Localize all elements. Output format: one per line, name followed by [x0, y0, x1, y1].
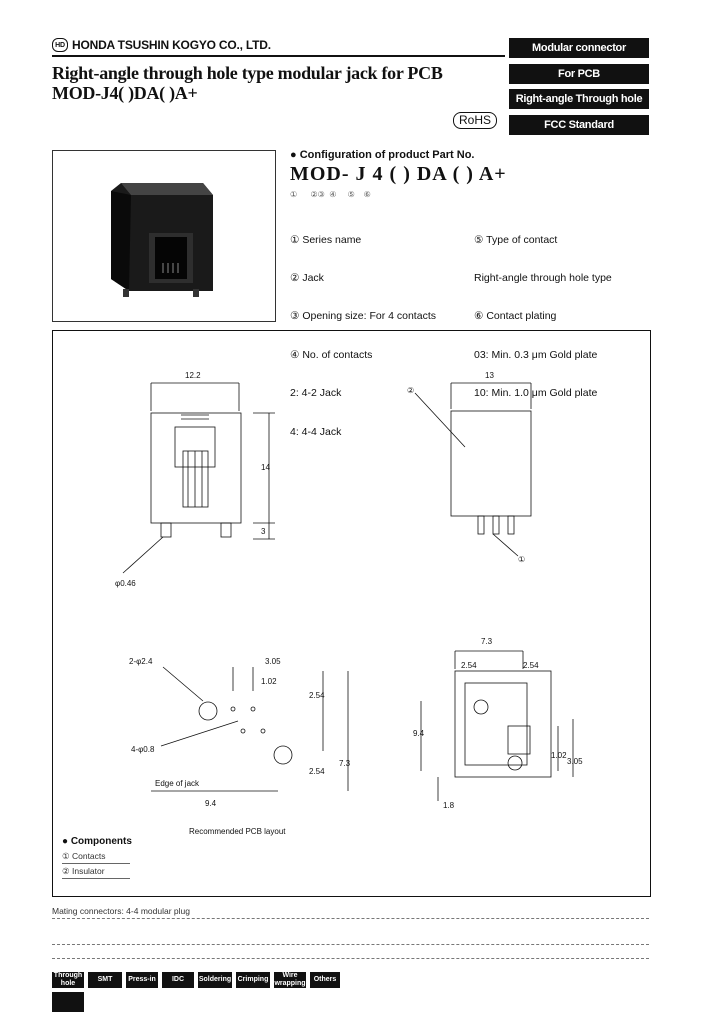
- right-254a: 2.54: [461, 661, 477, 670]
- category-idc: IDC: [162, 972, 194, 988]
- part-number: MOD- J 4 ( ) DA ( ) A+: [290, 163, 507, 185]
- pcb-edge: Edge of jack: [155, 779, 200, 788]
- header-rule: [52, 55, 505, 57]
- components-heading-text: Components: [70, 836, 132, 847]
- legend-item: ④ No. of contacts: [290, 348, 373, 361]
- right-305: 3.05: [567, 757, 583, 766]
- configuration-heading-text: Configuration of product Part No.: [299, 149, 475, 161]
- category-wire-wrapping: Wire wrapping: [274, 972, 306, 987]
- component-row: ② Insulator: [62, 864, 130, 879]
- pcb-305: 3.05: [265, 657, 281, 666]
- category-crimping: Crimping: [236, 972, 270, 988]
- part-number-indices: ① ②③ ④ ⑤ ⑥: [290, 190, 371, 199]
- drawing-frame: [52, 330, 651, 897]
- page-subtitle: MOD-J4( )DA( )A+: [52, 83, 198, 103]
- pcb-254a: 2.54: [309, 691, 325, 700]
- right-18: 1.8: [443, 801, 455, 810]
- dim-13: 13: [485, 371, 494, 380]
- callout-1: ①: [518, 555, 526, 564]
- component-row: ① Contacts: [62, 849, 130, 864]
- legend-item: Right-angle through hole type: [474, 271, 612, 284]
- company-header: [52, 38, 271, 52]
- modular-jack-image: [53, 151, 275, 321]
- pcb-caption: Recommended PCB layout: [189, 827, 286, 836]
- pcb-254b: 2.54: [309, 767, 325, 776]
- legend-item: ⑥ Contact plating: [474, 310, 557, 323]
- legend-item: ① Series name: [290, 233, 362, 246]
- mating-connectors: Mating connectors: 4-4 modular plug: [52, 906, 190, 916]
- page-title: Right-angle through hole type modular jack for PCB: [52, 63, 443, 83]
- legend-item: 03: Min. 0.3 μm Gold plate: [474, 348, 598, 361]
- dashed-rule: [52, 958, 649, 959]
- tag-right-angle: Right-angle Through hole: [509, 89, 649, 109]
- configuration-heading: [290, 149, 474, 161]
- dashed-rule: [52, 918, 649, 919]
- dim-3: 3: [261, 527, 266, 536]
- pcb-2phi24: 2-φ2.4: [129, 657, 153, 666]
- category-press-in: Press-in: [126, 972, 158, 988]
- dim-12-2: 12.2: [185, 371, 201, 380]
- category-others: Others: [310, 972, 340, 988]
- page-footer-block: [52, 992, 84, 1012]
- category-soldering: Soldering: [198, 972, 232, 988]
- legend-item: 10: Min. 1.0 μm Gold plate: [474, 387, 598, 400]
- tag-fcc-standard: FCC Standard: [509, 115, 649, 135]
- right-254b: 2.54: [523, 661, 539, 670]
- dim-phi046: φ0.46: [115, 579, 136, 588]
- product-photo: [52, 150, 276, 322]
- dim-14: 14: [261, 463, 270, 472]
- technical-drawing: [53, 331, 650, 896]
- legend-item: 2: 4-2 Jack: [290, 387, 342, 400]
- components-heading: [62, 836, 132, 847]
- legend-item: ② Jack: [290, 271, 324, 284]
- pcb-94: 9.4: [205, 799, 217, 808]
- right-102: 1.02: [551, 751, 567, 760]
- bullet-icon: ●: [290, 149, 297, 161]
- dashed-rule: [52, 944, 649, 945]
- pcb-4phi08: 4-φ0.8: [131, 745, 155, 754]
- callout-2: ②: [407, 386, 415, 395]
- tag-for-pcb: For PCB: [509, 64, 649, 84]
- rohs-badge: RoHS: [453, 112, 497, 129]
- company-name: HONDA TSUSHIN KOGYO CO., LTD.: [72, 38, 271, 52]
- pcb-102: 1.02: [261, 677, 277, 686]
- legend-item: ③ Opening size: For 4 contacts: [290, 310, 436, 323]
- category-through-hole: Through hole: [53, 972, 83, 987]
- bullet-icon: ●: [62, 836, 69, 847]
- company-logo-icon: HD: [52, 38, 68, 52]
- tag-modular-connector: Modular connector: [509, 38, 649, 58]
- right-94: 9.4: [413, 729, 425, 738]
- right-73: 7.3: [481, 637, 493, 646]
- legend-item: ⑤ Type of contact: [474, 233, 558, 246]
- category-smt: SMT: [88, 972, 122, 988]
- legend-item: 4: 4-4 Jack: [290, 425, 342, 438]
- pcb-73: 7.3: [339, 759, 351, 768]
